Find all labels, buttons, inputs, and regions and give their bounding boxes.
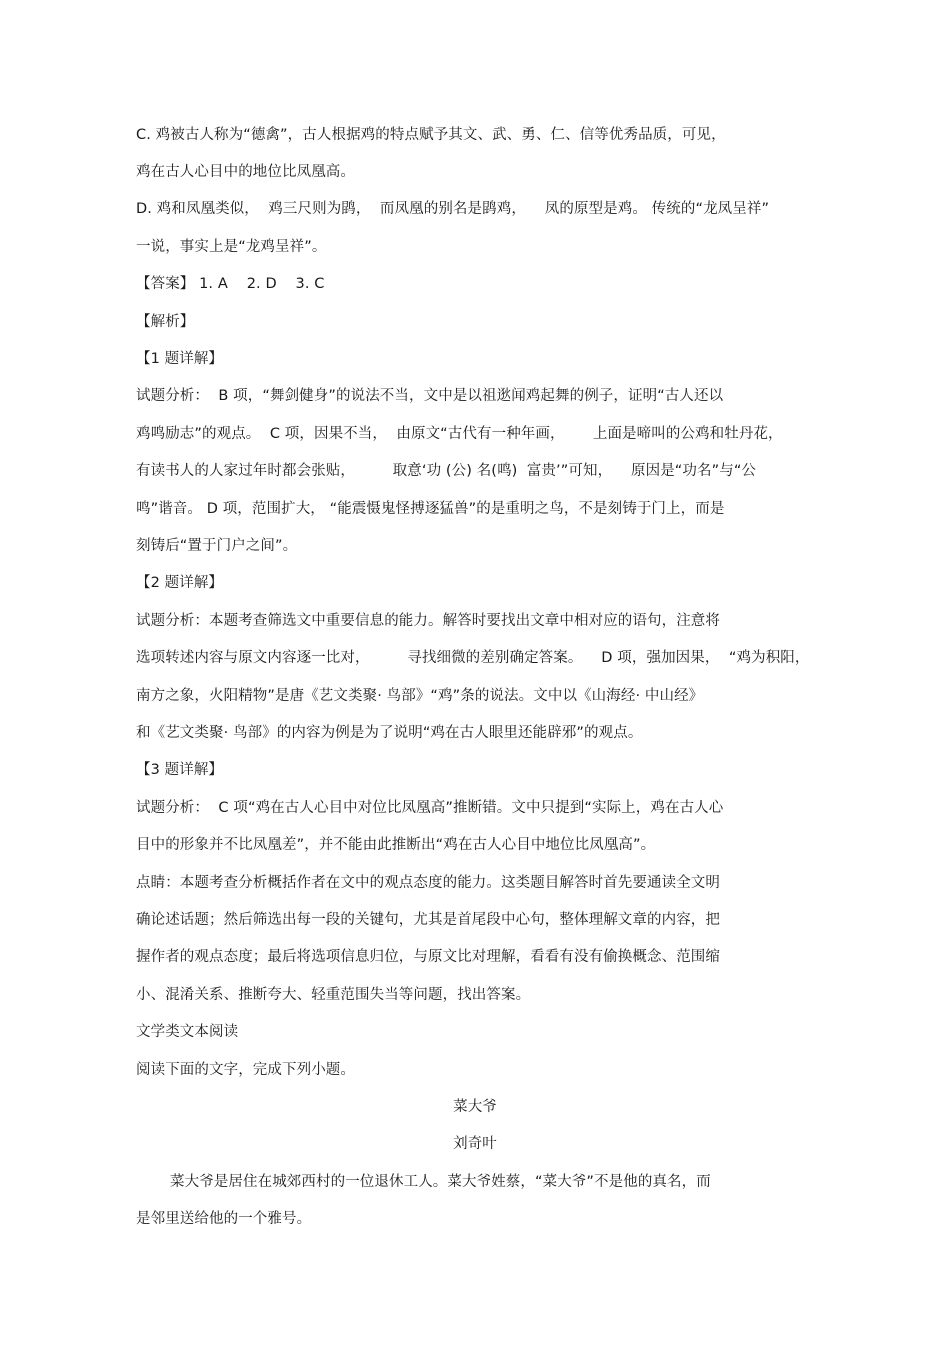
q1-analysis-line-1: 试题分析： B 项，“舞剑健身”的说法不当，文中是以祖逖闻鸡起舞的例子，证明“古人还以 [136,388,724,404]
q2-analysis-line-2: 选项转述内容与原文内容逐一比对， 寻找细微的差别确定答案。 D 项，强加因果， “鸡为积阳， [136,650,810,666]
story-paragraph-line-1: 菜大爷是居住在城郊西村的一位退休工人。菜大爷姓蔡，“菜大爷”不是他的真名，而 [170,1174,711,1190]
q1-analysis-line-5: 刻铸后“置于门户之间”。 [136,538,298,554]
q2-analysis-line-3: 南方之象，火阳精物”是唐《艺文类聚· 鸟部》“鸡”条的说法。文中以《山海经· 中山经》 [136,688,704,704]
instruction-line: 阅读下面的文字，完成下列小题。 [136,1062,355,1078]
q3-analysis-line-1: 试题分析： C 项“鸡在古人心目中对位比凤凰高”推断错。文中只提到“实际上，鸡在古人心 [136,800,724,816]
tip-line-2: 确论述话题；然后筛选出每一段的关键句，尤其是首尾段中心句，整体理解文章的内容，把 [136,912,720,928]
tip-line-1: 点睛：本题考查分析概括作者在文中的观点态度的能力。这类题目解答时首先要通读全文明 [136,875,720,891]
story-title: 菜大爷 [453,1099,497,1115]
q2-analysis-line-1: 试题分析：本题考查筛选文中重要信息的能力。解答时要找出文章中相对应的语句，注意将 [136,613,720,629]
answer-line: 【答案】 1. A 2. D 3. C [136,276,325,292]
story-paragraph-line-2: 是邻里送给他的一个雅号。 [136,1211,312,1227]
q3-analysis-line-2: 目中的形象并不比凤凰差”，并不能由此推断出“鸡在古人心目中地位比凤凰高”。 [136,837,656,853]
section-title: 文学类文本阅读 [136,1024,239,1040]
q1-analysis-line-3: 有读书人的人家过年时都会张贴， 取意‘功 (公) 名(鸣) 富贵’”可知， 原因是“功名”与“公 [136,463,757,479]
q1-analysis-line-4: 鸣”谐音。 D 项，范围扩大， “能震慑鬼怪搏逐猛兽”的是重明之鸟，不是刻铸于门上，而是 [136,501,725,517]
option-d-line-2: 一说，事实上是“龙鸡呈祥”。 [136,239,327,255]
option-c-line-1: C. 鸡被古人称为“德禽”，古人根据鸡的特点赋予其文、武、勇、仁、信等优秀品质，可见， [136,127,726,143]
tip-line-4: 小、混淆关系、推断夸大、轻重范围失当等问题，找出答案。 [136,987,531,1003]
option-d-line-1: D. 鸡和凤凰类似， 鸡三尺则为鹍， 而凤凰的别名是鹍鸡， 凤的原型是鸡。 传统的“龙凤呈祥” [136,201,770,217]
q2-analysis-line-4: 和《艺文类聚· 鸟部》的内容为例是为了说明“鸡在古人眼里还能辟邪”的观点。 [136,725,643,741]
q3-heading: 【3 题详解】 [136,762,224,778]
story-author: 刘奇叶 [453,1136,497,1152]
option-c-line-2: 鸡在古人心目中的地位比凤凰高。 [136,164,355,180]
analysis-heading: 【解析】 [136,314,195,330]
tip-line-3: 握作者的观点态度；最后将选项信息归位，与原文比对理解，看看有没有偷换概念、范围缩 [136,949,720,965]
q2-heading: 【2 题详解】 [136,575,224,591]
q1-heading: 【1 题详解】 [136,351,224,367]
q1-analysis-line-2: 鸡鸣励志”的观点。 C 项，因果不当， 由原文“古代有一种年画， 上面是啼叫的公鸡和牡丹花， [136,426,783,442]
